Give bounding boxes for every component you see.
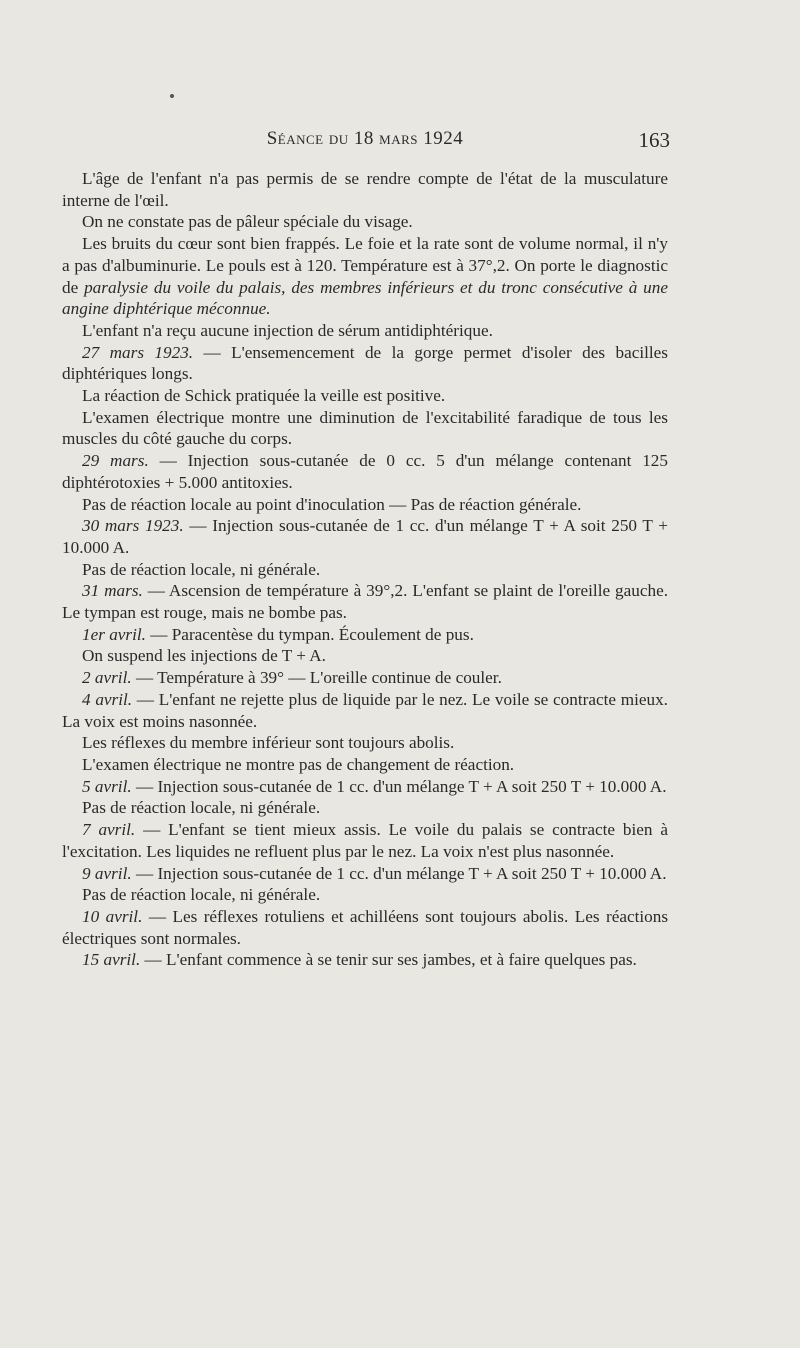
paragraph	[62, 797, 668, 819]
paragraph	[62, 754, 668, 776]
paragraph	[62, 168, 668, 211]
text-run: Pas de réaction locale au point d'inoculation — Pas de réaction générale.	[82, 494, 582, 514]
text-run: On suspend les injections de T + A.	[82, 646, 326, 666]
page-header	[60, 128, 670, 158]
text-run: On ne constate pas de pâleur spéciale du visage.	[82, 212, 413, 232]
text-run: — L'enfant se tient mieux assis. Le voile du palais se contracte bien à l'excitation. Les liquides ne refluent plus par le nez. La voix n'est plus nasonnée.	[62, 820, 669, 861]
paragraph	[62, 407, 668, 450]
text-run: Pas de réaction locale, ni générale.	[82, 798, 321, 818]
paragraph	[62, 624, 668, 646]
page-body	[62, 168, 668, 971]
paragraph	[62, 732, 668, 754]
text-run: L'enfant n'a reçu aucune injection de sérum antidiphtérique.	[82, 320, 493, 340]
italic-text: 30 mars 1923.	[82, 516, 184, 536]
running-head-day: 18	[353, 128, 374, 149]
paragraph	[62, 342, 668, 385]
italic-text: 1er avril.	[82, 624, 146, 644]
italic-text: 10 avril.	[82, 906, 143, 926]
paragraph	[62, 906, 668, 949]
text-run: — L'ensemencement de la gorge permet d'isoler des bacilles diphtériques longs.	[62, 342, 668, 384]
text-run: — Injection sous-cutanée de 1 cc. d'un mélange T + A soit 250 T + 10.000 A.	[131, 776, 667, 796]
paragraph	[62, 863, 668, 885]
paragraph	[62, 559, 668, 581]
paragraph	[62, 320, 668, 342]
text-run: — L'enfant commence à se tenir sur ses jambes, et à faire quelques pas.	[140, 950, 637, 970]
paragraph	[62, 819, 668, 862]
paragraph	[62, 776, 668, 798]
italic-text: 15 avril.	[82, 950, 141, 970]
paragraph	[62, 233, 668, 320]
italic-text: 31 mars.	[82, 581, 143, 601]
text-run: — Ascension de température à 39°,2. L'enfant se plaint de l'oreille gauche. Le tympan est rouge, mais ne bombe pas.	[62, 581, 669, 623]
italic-text: 29 mars.	[82, 451, 149, 471]
paragraph	[62, 494, 668, 516]
text-run: Pas de réaction locale, ni générale.	[82, 559, 321, 579]
text-run: — Température à 39° — L'oreille continue de couler.	[131, 668, 502, 688]
paragraph	[62, 689, 668, 732]
text-run: Les bruits du cœur sont bien frappés. Le foie et la rate sont de volume normal, il n'y a pas d'albuminurie. Le pouls est à 120. Température est à 37°,2. On porte le diagnostic de	[62, 234, 668, 297]
ink-speck	[170, 94, 174, 98]
paragraph	[62, 515, 668, 558]
paragraph	[62, 385, 668, 407]
italic-text: 4 avril.	[82, 689, 133, 709]
paragraph	[62, 884, 668, 906]
text-run: Les réflexes du membre inférieur sont toujours abolis.	[82, 733, 455, 753]
running-head-year: 1924	[423, 128, 464, 149]
paragraph	[62, 949, 668, 971]
text-run: L'examen électrique montre une diminution de l'excitabilité faradique de tous les muscles du côté gauche du corps.	[62, 407, 668, 449]
running-head	[60, 128, 670, 150]
paragraph	[62, 580, 668, 623]
italic-text: paralysie du voile du palais, des membres inférieurs et du tronc consécutive à une angine diphtérique méconnue.	[62, 277, 668, 319]
paragraph	[62, 450, 668, 493]
paragraph	[62, 667, 668, 689]
text-run: La réaction de Schick pratiquée la veille est positive.	[82, 386, 446, 406]
paragraph	[62, 645, 668, 667]
text-run: — Injection sous-cutanée de 0 cc. 5 d'un mélange contenant 125 diphtérotoxies + 5.000 antitoxies.	[62, 451, 668, 492]
text-run: L'âge de l'enfant n'a pas permis de se rendre compte de l'état de la musculature interne de l'œil.	[62, 169, 668, 210]
italic-text: 7 avril.	[82, 820, 136, 840]
running-head-seance: Séance du	[266, 128, 354, 149]
italic-text: 5 avril.	[82, 776, 132, 796]
italic-text: 27 mars 1923.	[82, 342, 194, 362]
text-run: — Les réflexes rotuliens et achilléens sont toujours abolis. Les réactions électriques sont normales.	[62, 906, 669, 948]
italic-text: 9 avril.	[82, 863, 132, 883]
page-number: 163	[638, 128, 670, 152]
italic-text: 2 avril.	[82, 668, 132, 688]
running-head-month: mars	[373, 128, 424, 149]
text-run: — Injection sous-cutanée de 1 cc. d'un mélange T + A soit 250 T + 10.000 A.	[131, 863, 667, 883]
text-run: Pas de réaction locale, ni générale.	[82, 885, 321, 905]
text-run: — Injection sous-cutanée de 1 cc. d'un mélange T + A soit 250 T + 10.000 A.	[62, 516, 668, 557]
text-run: L'examen électrique ne montre pas de changement de réaction.	[82, 754, 515, 774]
paragraph	[62, 211, 668, 233]
text-run: — Paracentèse du tympan. Écoulement de pus.	[145, 624, 474, 644]
text-run: — L'enfant ne rejette plus de liquide par le nez. Le voile se contracte mieux. La voix est moins nasonnée.	[62, 689, 668, 731]
